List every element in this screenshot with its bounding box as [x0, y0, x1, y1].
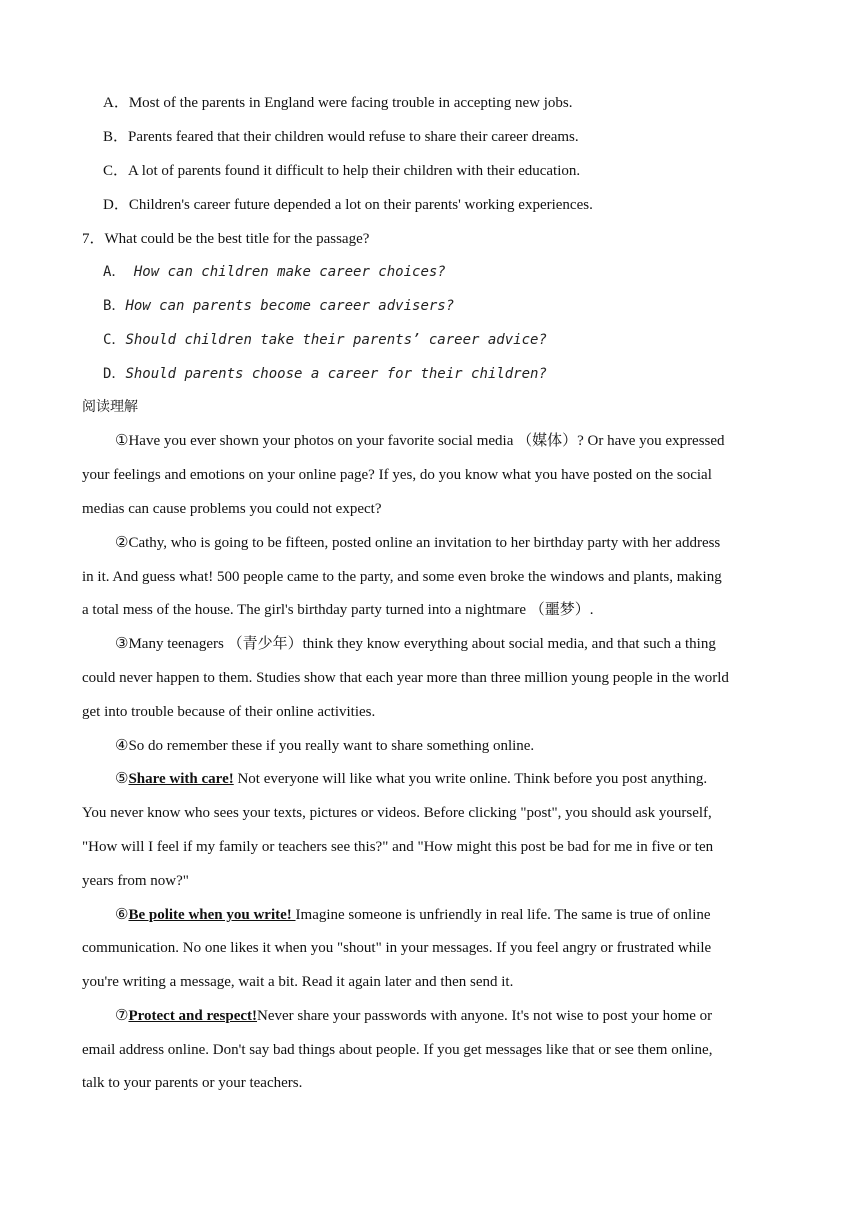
q6-option-d	[103, 195, 593, 215]
paragraph-5-line-2: You never know who sees your texts, pictures or videos. Before clicking "post", you should ask yourself,	[82, 805, 712, 821]
paragraph-3-line-2: could never happen to them. Studies show that each year more than three million young people in the world	[82, 670, 729, 686]
paragraph-number: ④	[115, 738, 129, 754]
paragraph-number: ①	[115, 433, 129, 449]
paragraph-6-line-1	[115, 905, 711, 925]
option-text: Parents feared that their children would refuse to share their career dreams.	[128, 129, 579, 145]
option-text: How can parents become career advisers?	[125, 298, 455, 314]
option-text: Should parents choose a career for their children?	[125, 366, 547, 382]
paragraph-7-line-1	[115, 1006, 712, 1026]
paragraph-number: ⑥	[115, 907, 129, 923]
paragraph-2-line-2: in it. And guess what! 500 people came to the party, and some even broke the windows and plants, making	[82, 569, 722, 585]
paragraph-text: Never share your passwords with anyone. It's not wise to post your home or	[257, 1008, 713, 1024]
paragraph-number: ⑦	[115, 1008, 129, 1024]
paragraph-2-line-1	[115, 533, 720, 553]
paragraph-4-line-1	[115, 736, 534, 756]
paragraph-3-line-3: get into trouble because of their online activities.	[82, 704, 376, 720]
paragraph-text: Have you ever shown your photos on your favorite social media （媒体）? Or have you expressed	[128, 433, 725, 449]
tip-heading-protect: Protect and respect!	[128, 1008, 258, 1024]
tip-heading-polite: Be polite when you write!	[128, 907, 296, 923]
paragraph-1-line-3: medias can cause problems you could not expect?	[82, 501, 382, 517]
option-label: A．	[103, 264, 126, 280]
paragraph-text: Cathy, who is going to be fifteen, posted online an invitation to her birthday party with her address	[128, 535, 721, 551]
option-label: C．	[103, 332, 126, 348]
paragraph-5-line-1	[115, 769, 707, 789]
paragraph-3-line-1	[115, 634, 716, 654]
q7-option-d	[103, 364, 547, 384]
paragraph-7-line-2: email address online. Don't say bad things about people. If you get messages like that or see them online,	[82, 1042, 713, 1058]
option-text: Should children take their parents’ career advice?	[125, 332, 547, 348]
option-label: B．	[103, 129, 129, 145]
q7-option-a	[103, 262, 446, 282]
q6-option-c	[103, 161, 580, 181]
option-text: Most of the parents in England were facing trouble in accepting new jobs.	[128, 95, 573, 111]
option-label: C．	[103, 163, 129, 179]
paragraph-text: Many teenagers （青少年）think they know everything about social media, and that such a thing	[128, 636, 716, 652]
q7-option-c	[103, 330, 547, 350]
paragraph-number: ③	[115, 636, 129, 652]
tip-heading-share: Share with care!	[128, 771, 234, 787]
paragraph-6-line-3: you're writing a message, wait a bit. Read it again later and then send it.	[82, 974, 514, 990]
option-label: D．	[103, 197, 129, 213]
q6-option-b	[103, 127, 579, 147]
option-label: A．	[103, 95, 129, 111]
paragraph-1-line-1	[115, 431, 725, 451]
q7-option-b	[103, 296, 454, 316]
paragraph-text: Imagine someone is unfriendly in real life. The same is true of online	[295, 907, 711, 923]
option-text: A lot of parents found it difficult to help their children with their education.	[128, 163, 581, 179]
paragraph-number: ⑤	[115, 771, 129, 787]
paragraph-text: Not everyone will like what you write online. Think before you post anything.	[233, 771, 708, 787]
paragraph-7-line-3: talk to your parents or your teachers.	[82, 1075, 303, 1091]
paragraph-2-line-3: a total mess of the house. The girl's birthday party turned into a nightmare （噩梦）.	[82, 602, 594, 618]
option-label: B．	[103, 298, 126, 314]
paragraph-text: So do remember these if you really want to share something online.	[128, 738, 535, 754]
paragraph-5-line-3: "How will I feel if my family or teachers see this?" and "How might this post be bad for me in five or ten	[82, 839, 714, 855]
option-text: Children's career future depended a lot on their parents' working experiences.	[128, 197, 593, 213]
paragraph-number: ②	[115, 535, 129, 551]
paragraph-1-line-2: your feelings and emotions on your online page? If yes, do you know what you have posted on the social	[82, 467, 712, 483]
option-label: D．	[103, 366, 126, 382]
section-heading: 阅读理解	[82, 399, 138, 415]
q6-option-a	[103, 93, 572, 113]
paragraph-6-line-2: communication. No one likes it when you "shout" in your messages. If you feel angry or frustrated while	[82, 940, 712, 956]
q7-stem: 7．What could be the best title for the passage?	[82, 231, 370, 247]
paragraph-5-line-4: years from now?"	[82, 873, 189, 889]
option-text: How can children make career choices?	[125, 264, 446, 280]
